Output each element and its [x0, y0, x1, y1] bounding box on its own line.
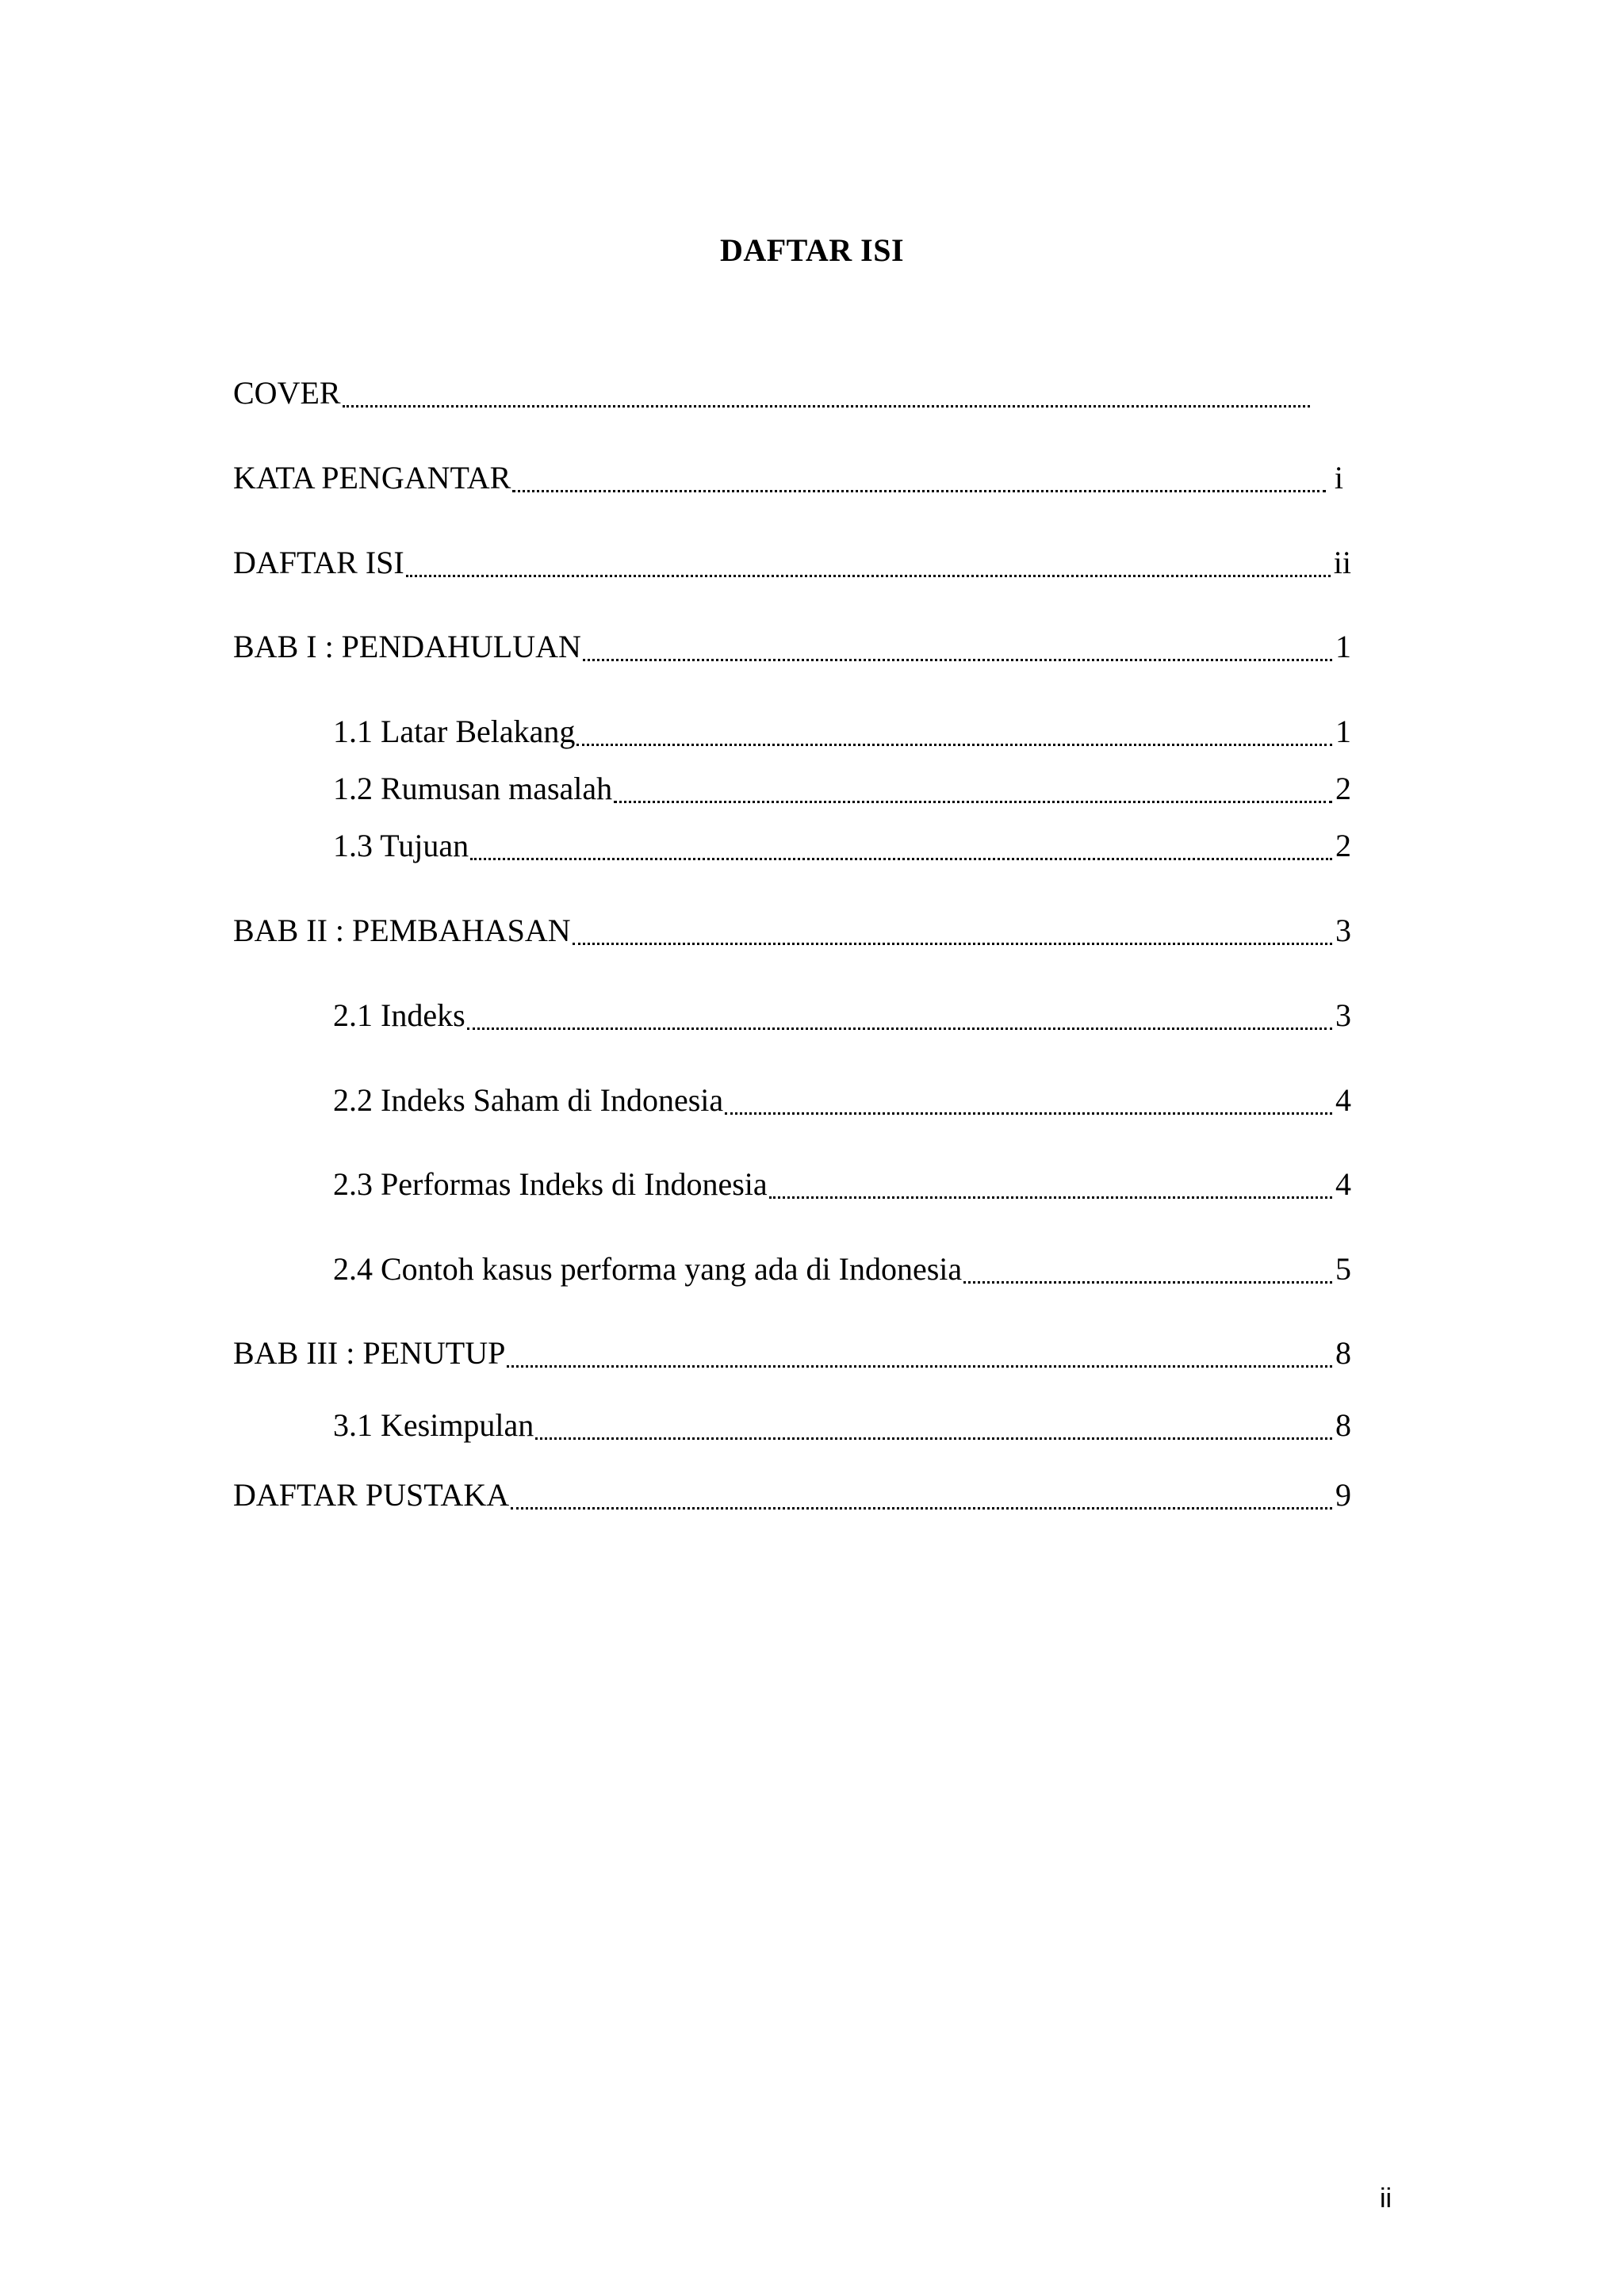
- toc-leader-dots: [512, 490, 1326, 492]
- toc-entry-2-4: [333, 1250, 1351, 1288]
- toc-entry-page: 4: [1335, 1082, 1351, 1118]
- toc-entry-label: 3.1 Kesimpulan: [333, 1407, 534, 1443]
- toc-entry-page: 1: [1335, 714, 1351, 749]
- toc-entry-2-1: [333, 997, 1351, 1035]
- toc-entry-label: 1.1 Latar Belakang: [333, 714, 576, 749]
- toc-leader-dots: [406, 575, 1331, 577]
- toc-entry-page: 4: [1335, 1166, 1351, 1202]
- toc-leader-dots: [343, 405, 1310, 408]
- toc-leader-dots: [725, 1112, 1332, 1115]
- toc-entry-label: 1.3 Tujuan: [333, 828, 469, 863]
- toc-entry-2-2: [333, 1081, 1351, 1119]
- toc-entry-page: i: [1334, 460, 1343, 496]
- toc-entry-bab-1: [233, 628, 1351, 666]
- toc-leader-dots: [467, 1027, 1332, 1030]
- toc-entry-page: 8: [1335, 1335, 1351, 1371]
- toc-entry-label: DAFTAR PUSTAKA: [233, 1477, 510, 1513]
- toc-entry-label: 2.1 Indeks: [333, 997, 465, 1033]
- toc-leader-dots: [470, 858, 1332, 860]
- page-number: ii: [1380, 2183, 1392, 2214]
- toc-entry-label: KATA PENGANTAR: [233, 460, 511, 496]
- toc-entry-page: 2: [1335, 828, 1351, 863]
- toc-leader-dots: [583, 659, 1332, 661]
- toc-entry-label: 2.3 Performas Indeks di Indonesia: [333, 1166, 768, 1202]
- toc-entry-label: 2.2 Indeks Saham di Indonesia: [333, 1082, 724, 1118]
- toc-entry-label: 2.4 Contoh kasus performa yang ada di Indonesia: [333, 1251, 963, 1287]
- toc-entry-page: 3: [1335, 913, 1351, 948]
- toc-entry-kata-pengantar: [233, 459, 1343, 497]
- toc-leader-dots: [769, 1196, 1332, 1199]
- toc-entry-label: BAB II : PEMBAHASAN: [233, 913, 571, 948]
- toc-entry-1-2: [333, 770, 1351, 808]
- toc-leader-dots: [535, 1437, 1332, 1440]
- toc-entry-2-3: [333, 1165, 1351, 1203]
- toc-entry-daftar-isi: [233, 544, 1351, 582]
- toc-entry-1-3: [333, 827, 1351, 865]
- toc-entry-label: BAB I : PENDAHULUAN: [233, 629, 581, 664]
- toc-entry-3-1: [333, 1406, 1351, 1445]
- toc-leader-dots: [576, 744, 1332, 746]
- toc-entry-page: 1: [1335, 629, 1351, 664]
- toc-leader-dots: [507, 1365, 1332, 1368]
- toc-leader-dots: [573, 943, 1332, 945]
- toc-entry-bab-2: [233, 912, 1351, 950]
- toc-entry-label: COVER: [233, 375, 341, 411]
- toc-entry-1-1: [333, 713, 1351, 751]
- toc-entry-page: 5: [1335, 1251, 1351, 1287]
- toc-entry-cover: [233, 374, 1327, 412]
- toc-leader-dots: [614, 801, 1332, 803]
- toc-entry-daftar-pustaka: [233, 1476, 1351, 1514]
- toc-entry-label: 1.2 Rumusan masalah: [333, 771, 613, 806]
- toc-entry-bab-3: [233, 1334, 1351, 1372]
- page-title: DAFTAR ISI: [719, 232, 905, 268]
- toc-leader-dots: [511, 1507, 1332, 1510]
- toc-entry-page: 9: [1335, 1477, 1351, 1513]
- toc-entry-label: DAFTAR ISI: [233, 545, 404, 580]
- toc-leader-dots: [963, 1281, 1332, 1284]
- toc-entry-page: 3: [1335, 997, 1351, 1033]
- toc-entry-page: 8: [1335, 1407, 1351, 1443]
- toc-entry-page: 2: [1335, 771, 1351, 806]
- toc-entry-page: ii: [1333, 545, 1351, 580]
- toc-entry-label: BAB III : PENUTUP: [233, 1335, 506, 1371]
